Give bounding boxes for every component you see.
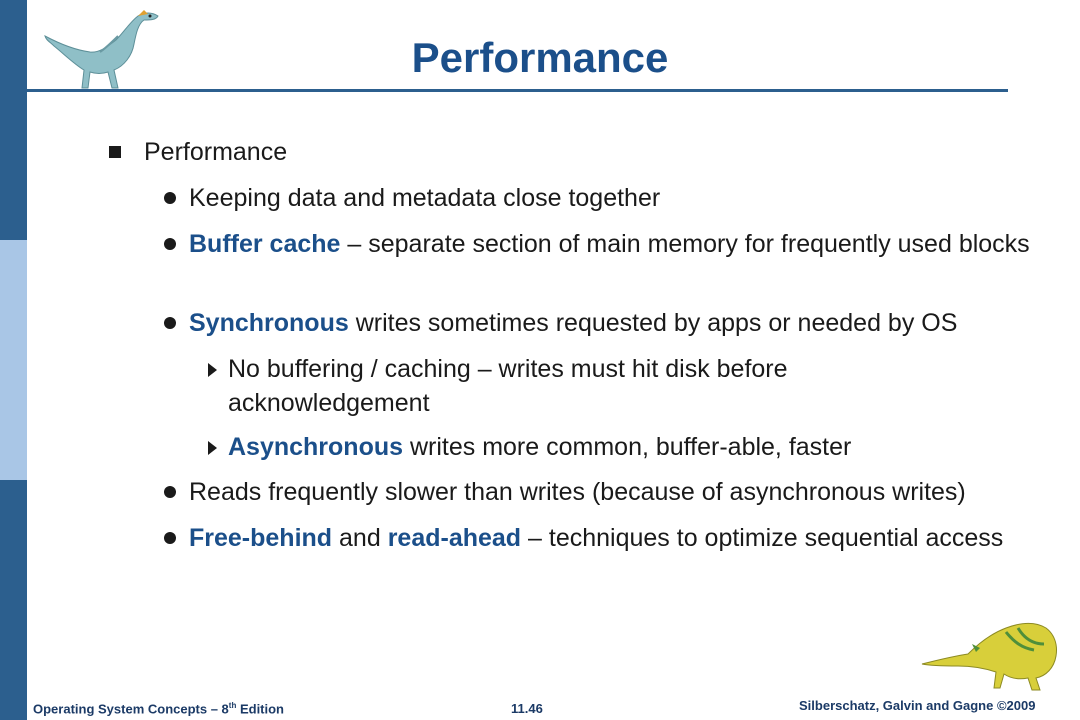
triangle-bullet-icon bbox=[208, 363, 217, 377]
sub-bullet-2-text: writes more common, buffer-able, faster bbox=[403, 433, 852, 461]
bullet-item-3 bbox=[189, 306, 1069, 340]
footer-page-number: 11.46 bbox=[511, 701, 543, 716]
sidebar-stripe-middle bbox=[0, 240, 27, 480]
dot-bullet-icon bbox=[164, 317, 176, 329]
term-asynchronous: Asynchronous bbox=[228, 433, 404, 461]
term-synchronous: Synchronous bbox=[189, 309, 349, 337]
footer-course-sup: th bbox=[228, 701, 237, 710]
sub-bullet-1: No buffering / caching – writes must hit disk before acknowledgement bbox=[228, 355, 788, 417]
square-bullet-icon bbox=[109, 146, 121, 158]
bullet-item-5-and: and bbox=[332, 524, 388, 552]
bullet-item-2-text: – separate section of main memory for frequently used blocks bbox=[340, 230, 1030, 258]
dinosaur-footer-icon bbox=[918, 614, 1068, 694]
sub-bullet-2 bbox=[228, 430, 988, 464]
triangle-bullet-icon bbox=[208, 441, 217, 455]
term-read-ahead: read-ahead bbox=[387, 524, 522, 552]
footer-course-end: Edition bbox=[236, 701, 285, 717]
dot-bullet-icon bbox=[164, 532, 176, 544]
title-divider bbox=[27, 89, 1008, 92]
bullet-item-4: Reads frequently slower than writes (because of asynchronous writes) bbox=[189, 478, 966, 506]
term-buffer-cache: Buffer cache bbox=[189, 230, 341, 258]
dot-bullet-icon bbox=[164, 486, 176, 498]
bullet-item-5-text: – techniques to optimize sequential access bbox=[521, 524, 1004, 552]
dot-bullet-icon bbox=[164, 192, 176, 204]
slide-title: Performance bbox=[411, 34, 669, 81]
term-free-behind: Free-behind bbox=[189, 524, 333, 552]
bullet-item-5 bbox=[189, 521, 1069, 555]
footer-course-text: Operating System Concepts – 8 bbox=[33, 701, 229, 717]
bullet-item-3-text: writes sometimes requested by apps or needed by OS bbox=[348, 309, 958, 337]
main-bullet: Performance bbox=[144, 138, 288, 166]
sidebar-stripe-bottom bbox=[0, 480, 27, 720]
dot-bullet-icon bbox=[164, 238, 176, 250]
footer-copyright: Silberschatz, Galvin and Gagne ©2009 bbox=[799, 698, 1036, 713]
bullet-item-2 bbox=[189, 227, 1069, 261]
footer-course bbox=[33, 701, 284, 716]
bullet-item-1: Keeping data and metadata close together bbox=[189, 184, 661, 212]
